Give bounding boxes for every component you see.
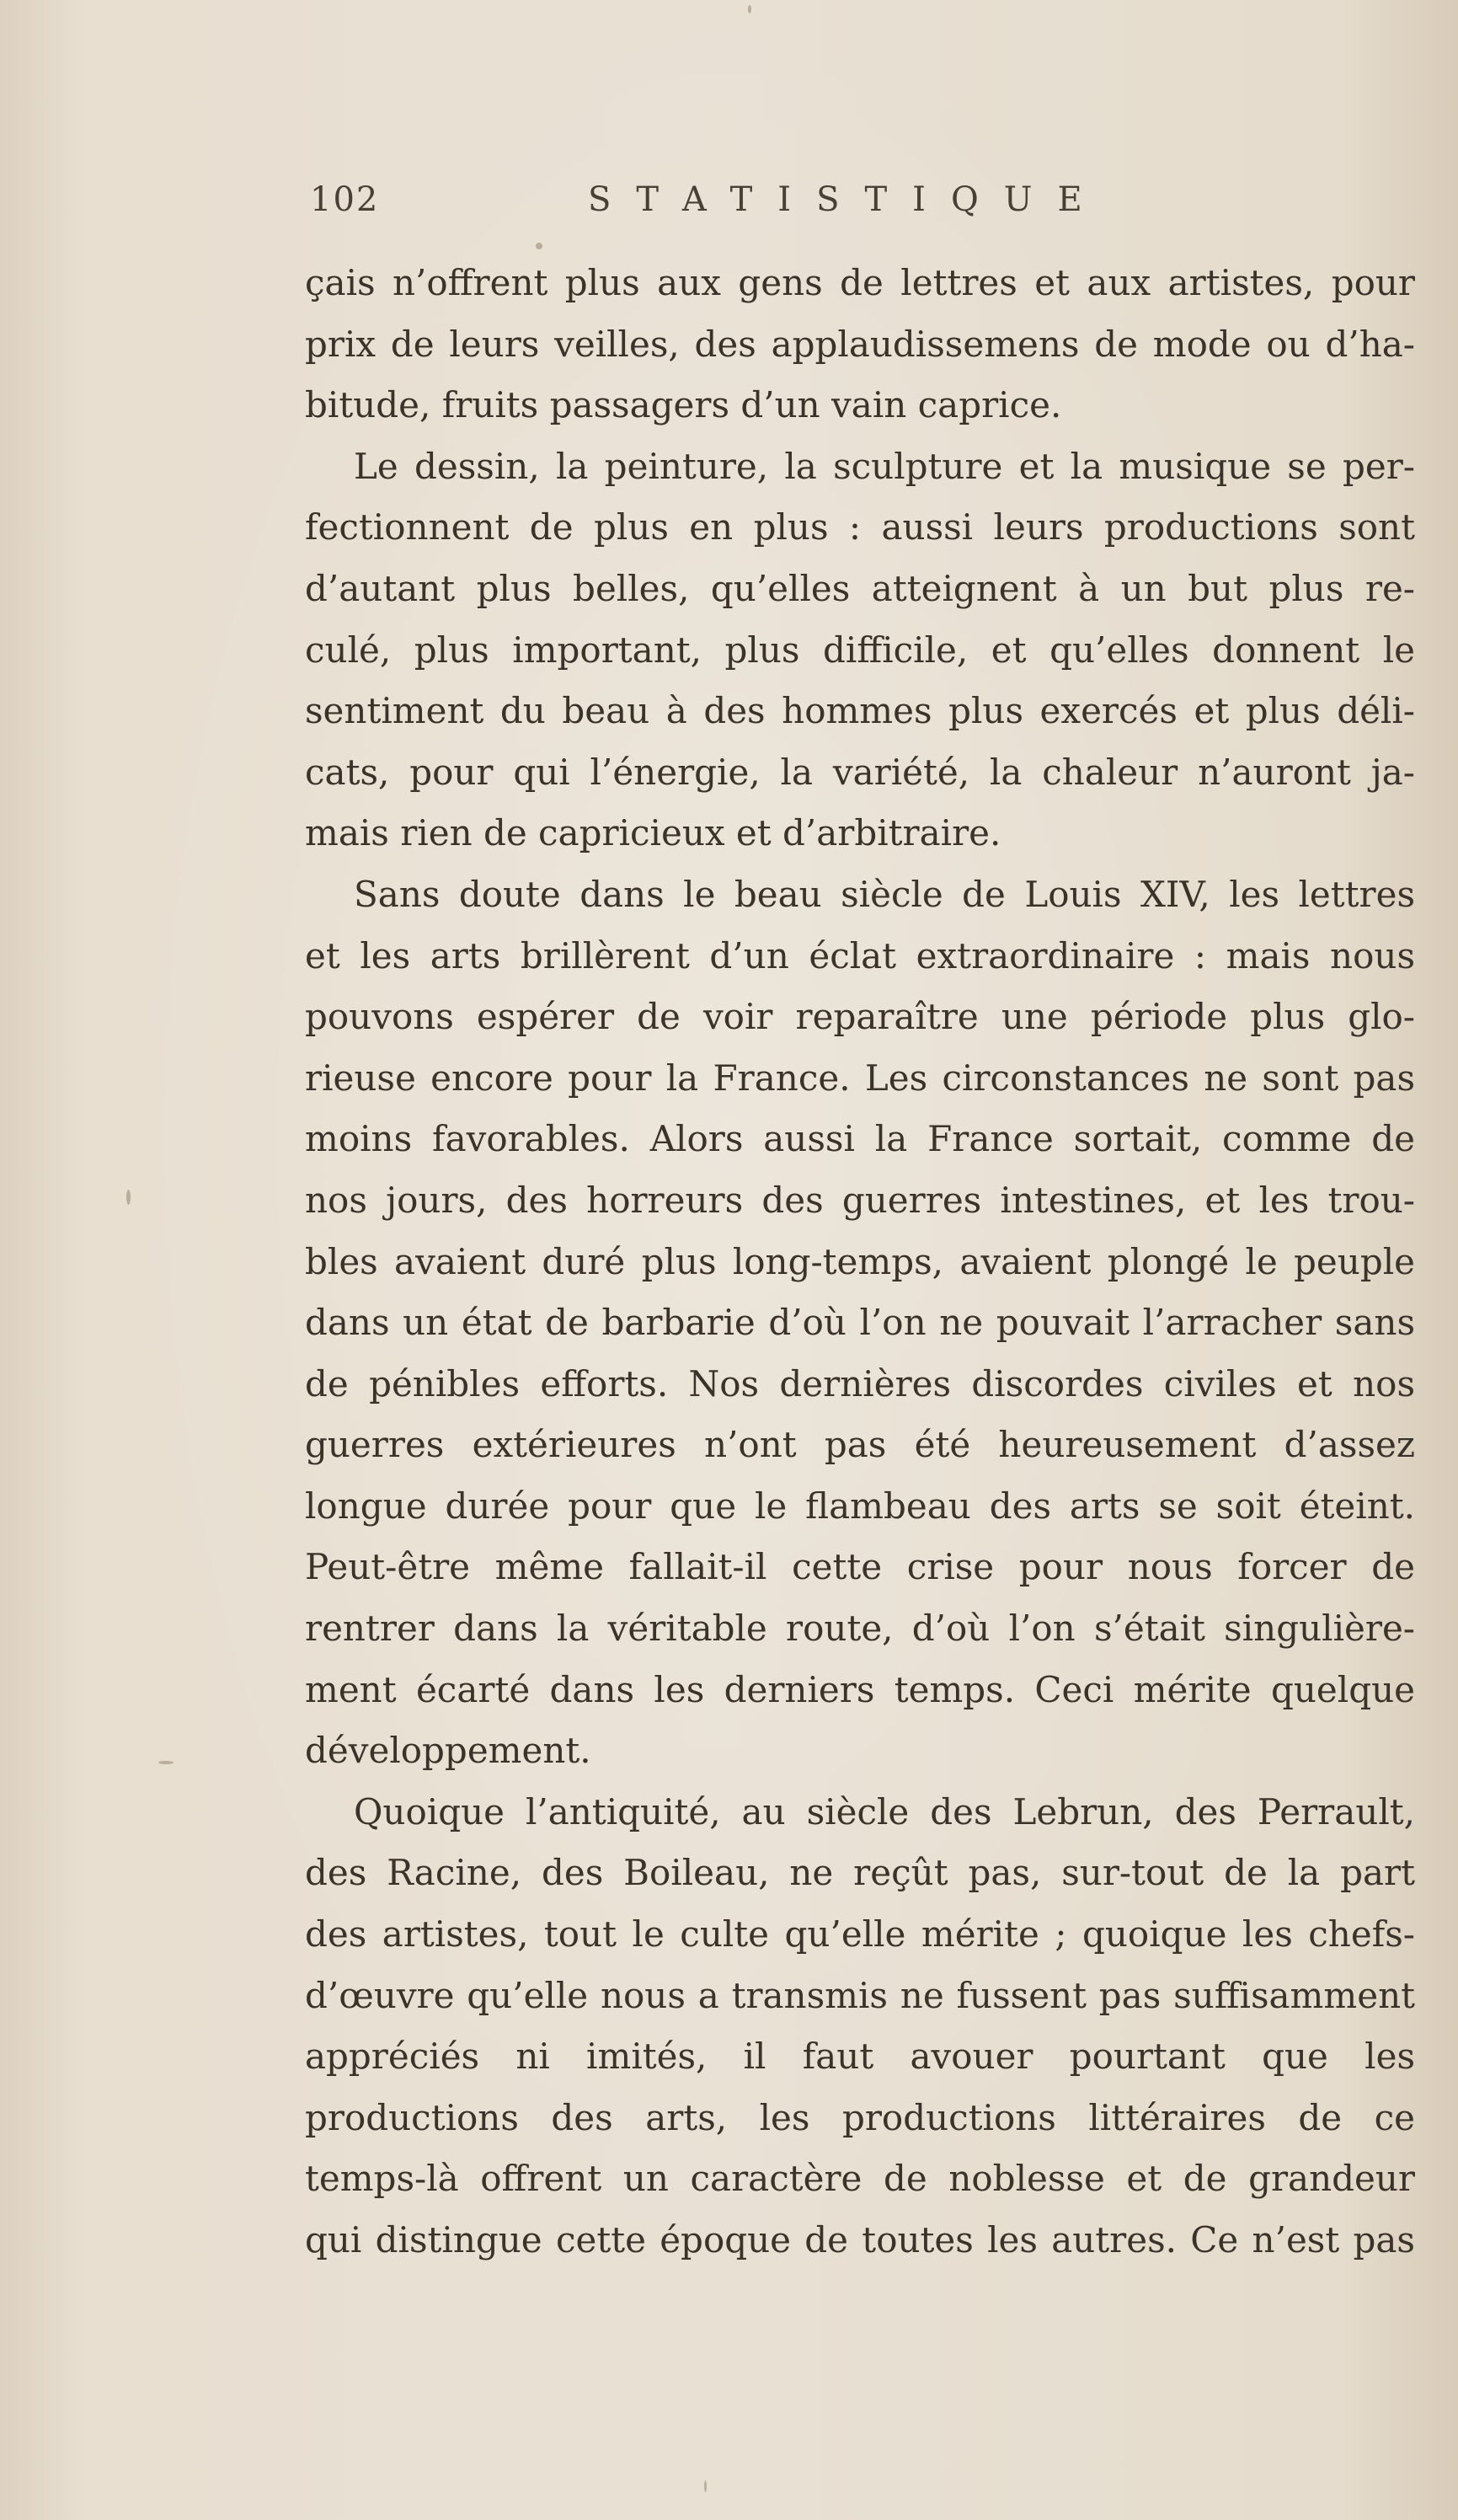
text-line: mais rien de capricieux et d’arbitraire. (305, 812, 1001, 854)
text-line: longue durée pour que le flambeau des arts se soit éteint. (305, 1485, 1415, 1527)
page-number: 102 (310, 180, 380, 219)
text-line: bitude, fruits passagers d’un vain caprice. (305, 384, 1062, 426)
text-line: culé, plus important, plus difficile, et qu’elles donnent le (305, 629, 1415, 671)
text-line: pouvons espérer de voir reparaître une période plus glo- (305, 996, 1415, 1038)
paper-speck (536, 243, 542, 249)
text-line: d’autant plus belles, qu’elles atteignent à un but plus re- (305, 567, 1415, 609)
text-line: çais n’offrent plus aux gens de lettres et aux artistes, pour (305, 262, 1415, 303)
body-text (305, 253, 1415, 2271)
text-line: sentiment du beau à des hommes plus exercés et plus déli- (305, 690, 1415, 732)
text-line: prix de leurs veilles, des applaudissemens de mode ou d’ha- (305, 323, 1415, 365)
paper-speck (158, 1761, 174, 1764)
text-line: rentrer dans la véritable route, d’où l’on s’était singulière- (305, 1608, 1415, 1650)
text-line: temps-là offrent un caractère de noblesse et de grandeur (305, 2158, 1415, 2200)
text-line: cats, pour qui l’énergie, la variété, la chaleur n’auront ja- (305, 751, 1415, 793)
page-header (310, 180, 1422, 231)
text-line: Sans doute dans le beau siècle de Louis XIV, les lettres (354, 873, 1415, 915)
text-line: Peut-être même fallait-il cette crise pour nous forcer de (305, 1546, 1415, 1588)
running-title: STATISTIQUE (588, 180, 1108, 219)
text-line: ment écarté dans les derniers temps. Ceci mérite quelque (305, 1668, 1415, 1710)
text-line: moins favorables. Alors aussi la France sortait, comme de (305, 1118, 1415, 1160)
paper-speck (704, 2480, 707, 2492)
text-line: nos jours, des horreurs des guerres intestines, et les trou- (305, 1179, 1415, 1221)
text-line: développement. (305, 1730, 591, 1772)
text-line: Le dessin, la peinture, la sculpture et la musique se per- (354, 445, 1415, 487)
text-line: des Racine, des Boileau, ne reçût pas, sur-tout de la part (305, 1852, 1415, 1894)
paper-speck (126, 1190, 131, 1205)
text-line: appréciés ni imités, il faut avouer pourtant que les (305, 2036, 1415, 2078)
text-line: et les arts brillèrent d’un éclat extraordinaire : mais nous (305, 934, 1415, 976)
text-line: rieuse encore pour la France. Les circonstances ne sont pas (305, 1057, 1415, 1099)
text-line: de pénibles efforts. Nos dernières discordes civiles et nos (305, 1362, 1415, 1404)
text-line: productions des arts, les productions littéraires de ce (305, 2096, 1415, 2138)
text-line: Quoique l’antiquité, au siècle des Lebrun, des Perrault, (354, 1790, 1415, 1832)
text-line: bles avaient duré plus long-temps, avaient plongé le peuple (305, 1240, 1415, 1282)
text-line: dans un état de barbarie d’où l’on ne pouvait l’arracher sans (305, 1302, 1415, 1344)
text-line: d’œuvre qu’elle nous a transmis ne fussent pas suffisamment (305, 1974, 1415, 2016)
paper-speck (748, 5, 751, 13)
text-line: fectionnent de plus en plus : aussi leurs productions sont (305, 506, 1415, 548)
text-line: qui distingue cette époque de toutes les autres. Ce n’est pas (305, 2219, 1415, 2261)
text-line: des artistes, tout le culte qu’elle mérite ; quoique les chefs- (305, 1913, 1415, 1956)
text-line: guerres extérieures n’ont pas été heureusement d’assez (305, 1424, 1415, 1466)
